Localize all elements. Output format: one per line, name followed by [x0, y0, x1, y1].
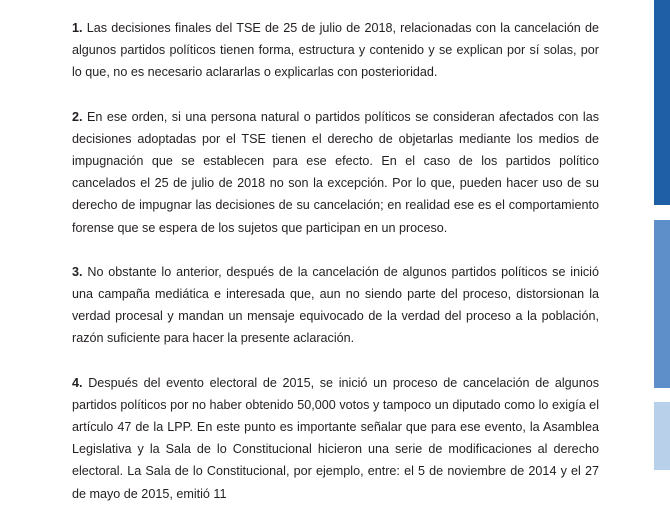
paragraph-3 — [72, 261, 599, 350]
paragraph-1 — [72, 17, 599, 84]
paragraph-4 — [72, 372, 599, 505]
paragraph-number: 1. — [72, 21, 83, 35]
paragraph-text: En ese orden, si una persona natural o partidos políticos se consideran afectados con las decisiones adoptadas por el TSE tienen el derecho de objetarlas mediante los medios de impugnación que se establecen para ese efecto. En el caso de los partidos político cancelados el 25 de julio de 2018 no son la excepción. Por lo que, pueden hacer uso de su derecho de impugnar las decisiones de su cancelación; en realidad ese es el comportamiento forense que se espera de los sujetos que participan en un proceso. — [72, 109, 599, 235]
paragraph-number: 2. — [72, 109, 83, 124]
side-accent-bar-dark — [654, 0, 670, 205]
document-body — [72, 17, 599, 527]
paragraph-number: 4. — [72, 375, 83, 390]
side-accent-bar-light — [654, 402, 670, 470]
paragraph-number: 3. — [72, 264, 83, 279]
side-accent-bar-mid — [654, 220, 670, 388]
paragraph-2 — [72, 106, 599, 239]
paragraph-text: No obstante lo anterior, después de la cancelación de algunos partidos políticos se inició una campaña mediática e interesada que, aun no siendo parte del proceso, distorsionan la verdad procesal y mandan un mensaje equivocado de la verdad del proceso a la población, razón suficiente para hacer la presente aclaración. — [72, 264, 599, 346]
paragraph-text: Las decisiones finales del TSE de 25 de julio de 2018, relacionadas con la cancelación de algunos partidos políticos tienen forma, estructura y contenido y se explican por sí solas, por lo que, no es necesario aclararlas o explicarlas con posterioridad. — [72, 21, 599, 80]
paragraph-text: Después del evento electoral de 2015, se inició un proceso de cancelación de algunos partidos políticos por no haber obtenido 50,000 votos y tampoco un diputado como lo exigía el artículo 47 de la LPP. En este punto es importante señalar que para ese evento, la Asamblea Legislativa y la Sala de lo Constitucional hicieron una serie de modificaciones al derecho electoral. La Sala de lo Constitucional, por ejemplo, entre: el 5 de noviembre de 2014 y el 27 de mayo de 2015, emitió 11 — [72, 375, 599, 501]
